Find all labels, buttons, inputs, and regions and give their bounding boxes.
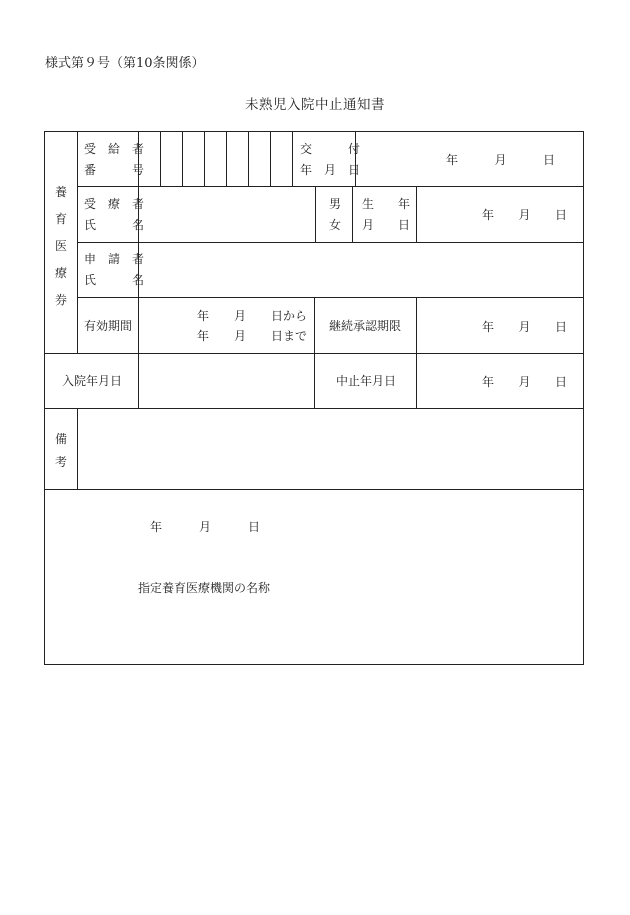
validity-period-label: 有効期間 [84,319,133,333]
validity-to-value [197,327,307,344]
recipient-number-label-line2: 番 号 [84,163,145,177]
continuation-deadline-value [482,318,567,335]
date-month: 月 [233,309,246,323]
table-bottom-border [44,664,584,665]
date-month: 月 [518,320,531,334]
section-label-char: 養 [54,185,67,199]
section-label-char: 医 [54,239,67,253]
date-year: 年 [482,375,495,389]
validity-from-value [197,307,307,324]
table-top-border [44,131,584,132]
date-day: 日 [554,208,567,222]
col-divider [315,186,316,242]
col-divider [416,297,417,409]
section-label-char: 療 [54,266,67,280]
col-divider [77,408,78,489]
date-day-to: 日まで [270,329,307,343]
applicant-name-label-line1: 申 請 者 [84,252,145,266]
patient-name-label-line1: 受 療 者 [84,197,145,211]
date-month: 月 [233,329,246,343]
table-left-border [44,131,45,665]
sex-male-label: 男 [329,197,342,211]
date-month: 月 [518,375,531,389]
row-divider [77,186,584,187]
digit-box-divider [270,131,271,186]
date-year: 年 [482,320,495,334]
digit-box-divider [226,131,227,186]
document-title: 未熟児入院中止通知書 [245,97,385,113]
issue-date-label-line1: 交 付 [300,142,361,156]
section-label-char: 券 [54,293,67,307]
digit-box-divider [204,131,205,186]
remarks-label-char: 備 [54,432,67,446]
birth-date-label-line1: 生 年 [362,197,411,211]
col-divider [77,131,78,353]
digit-box-divider [160,131,161,186]
issue-date-label-line2: 年 月 日 [300,163,361,177]
date-month: 月 [494,153,507,167]
institution-name-label: 指定養育医療機関の名称 [138,581,271,595]
date-year: 年 [150,520,163,534]
section-label-char: 育 [54,212,67,226]
recipient-number-label-line1: 受 給 者 [84,142,145,156]
patient-name-label-line2: 氏 名 [84,218,145,232]
applicant-name-label-line2: 氏 名 [84,273,145,287]
continuation-deadline-label: 継続承認期限 [329,319,402,333]
birth-date-value [482,206,567,223]
row-divider [77,242,584,243]
date-day: 日 [554,375,567,389]
medical-certificate-section-label [53,183,69,308]
admission-date-label: 入院年月日 [62,374,123,388]
remarks-label-char: 考 [54,455,67,469]
issue-date-value [446,151,555,168]
date-year: 年 [197,329,210,343]
table-right-border [583,131,584,665]
date-day: 日 [554,320,567,334]
row-divider [77,297,584,298]
date-day: 日 [247,520,260,534]
col-divider [416,186,417,242]
remarks-label [53,430,69,470]
digit-box-divider [292,131,293,186]
date-year: 年 [482,208,495,222]
date-year: 年 [197,309,210,323]
date-month: 月 [198,520,211,534]
col-divider [314,297,315,409]
date-month: 月 [518,208,531,222]
date-day-from: 日から [270,309,307,323]
digit-box-divider [248,131,249,186]
date-day: 日 [542,153,555,167]
form-number-label: 様式第９号（第10条関係） [45,56,205,71]
sex-female-label: 女 [329,218,342,232]
date-year: 年 [446,153,459,167]
birth-date-label-line2: 月 日 [362,218,411,232]
row-divider [44,489,584,490]
notice-date [150,518,260,535]
stop-date-value [482,373,567,390]
digit-box-divider [182,131,183,186]
col-divider [352,186,353,242]
stop-date-label: 中止年月日 [336,374,397,388]
